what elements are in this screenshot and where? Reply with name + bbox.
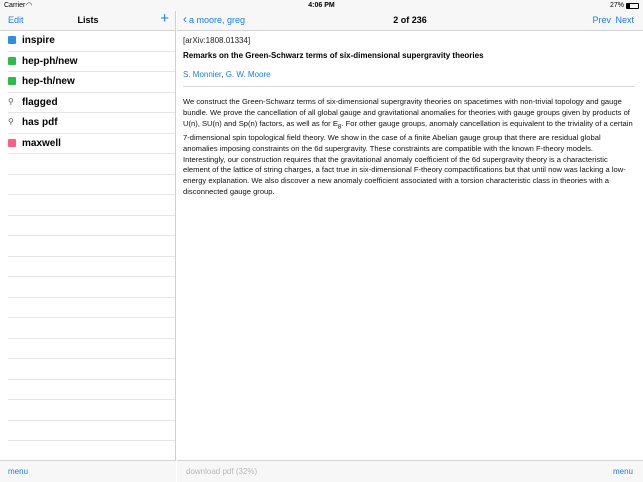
author-link[interactable]: G. W. Moore xyxy=(225,70,271,79)
empty-row xyxy=(8,216,175,237)
empty-row xyxy=(8,339,175,360)
list-item-has-pdf[interactable] xyxy=(8,113,175,134)
list-item-label: inspire xyxy=(22,35,55,46)
lists-table xyxy=(0,31,175,441)
plus-icon[interactable]: + xyxy=(160,10,169,27)
clock: 4:06 PM xyxy=(308,2,335,9)
green-square-icon xyxy=(8,77,16,85)
list-item-hep-th-new[interactable] xyxy=(8,72,175,93)
blue-square-icon xyxy=(8,36,16,44)
next-button[interactable]: Next xyxy=(615,15,634,25)
abstract-subscript: 8 xyxy=(337,123,342,131)
sidebar-menu-button[interactable]: menu xyxy=(8,467,29,476)
empty-row xyxy=(8,298,175,319)
list-item-label: flagged xyxy=(22,96,58,108)
empty-row xyxy=(8,318,175,339)
record-counter: 2 of 236 xyxy=(393,15,427,25)
empty-row xyxy=(8,421,175,442)
empty-row xyxy=(8,359,175,380)
empty-row xyxy=(8,277,175,298)
abstract-text: . For other gauge groups, anomaly cancellation is equivalent to the triviality of a certain 7-dimensional spin topological field theory. We show in the case of a finite Abelian gauge group that there are residual global anomalies imposing constraints on the 6d supergravity. These constraints are compatible with the known F-theory models. Interestingly, our construction requires that the gravitational anomaly coefficient of the 6d supergravity theory is a characteristic element of the lattice of string charges, a fact true in six-dimensional F-theory compactifications but that until now was lacking a low-energy explanation. We also discover a new anomaly coefficient associated with a torsion characteristic class in theories with a disconnected gauge group. xyxy=(183,118,633,196)
edit-button[interactable]: Edit xyxy=(8,15,24,25)
sidebar-toolbar xyxy=(0,460,176,482)
list-item-flagged[interactable] xyxy=(8,93,175,114)
green-square-icon xyxy=(8,57,16,65)
arxiv-id: [arXiv:1808.01334] xyxy=(183,36,251,45)
list-item-label: has pdf xyxy=(22,117,58,128)
chevron-left-icon: ‹ xyxy=(183,12,187,26)
detail-menu-button[interactable]: menu xyxy=(612,467,633,476)
detail-nav-bar xyxy=(177,11,643,31)
wifi-icon: ◠ xyxy=(26,2,33,9)
author-link[interactable]: S. Monnier xyxy=(183,70,222,79)
sidebar-nav-bar xyxy=(0,11,175,31)
back-label: a moore, greg xyxy=(189,15,246,25)
empty-row xyxy=(8,400,175,421)
list-item-label: hep-ph/new xyxy=(22,55,78,67)
battery-percent: 27% xyxy=(609,2,624,9)
detail-toolbar xyxy=(177,460,643,482)
paper-title: Remarks on the Green-Schwarz terms of six-dimensional supergravity theories xyxy=(183,51,484,60)
empty-row xyxy=(8,175,175,196)
empty-row xyxy=(8,380,175,401)
battery-icon xyxy=(626,3,639,9)
list-item-label: hep-th/new xyxy=(22,76,75,87)
author-separator: , xyxy=(221,70,226,79)
empty-row xyxy=(8,257,175,278)
sidebar-title: Lists xyxy=(77,15,99,25)
list-item-hep-ph-new[interactable] xyxy=(8,52,175,73)
list-item-label: maxwell xyxy=(22,137,61,149)
empty-row xyxy=(8,195,175,216)
abstract xyxy=(183,97,635,198)
search-icon: ⚲ xyxy=(8,117,14,126)
status-bar xyxy=(0,0,643,11)
list-item-maxwell[interactable] xyxy=(8,134,175,155)
list-item-inspire[interactable] xyxy=(8,31,175,52)
search-icon: ⚲ xyxy=(8,96,14,106)
detail-pane xyxy=(177,11,643,482)
carrier-label: Carrier xyxy=(4,2,26,9)
prev-button[interactable]: Prev xyxy=(592,15,611,25)
author-list xyxy=(183,69,635,80)
paper-content xyxy=(183,35,635,198)
empty-row xyxy=(8,154,175,175)
abstract-text: We construct the Green-Schwarz terms of six-dimensional supergravity theories on spacetimes with non-trivial topology and gauge bundle. We prove the cancellation of all global gauge and gravitational anomalies for theories with gauge groups given by products of U(n), SU(n) and Sp(n) factors, as well as for E xyxy=(183,97,630,128)
divider xyxy=(183,86,635,87)
pink-square-icon xyxy=(8,139,16,147)
empty-row xyxy=(8,236,175,257)
download-pdf-button[interactable]: download pdf (32%) xyxy=(186,467,258,476)
sidebar xyxy=(0,11,176,482)
